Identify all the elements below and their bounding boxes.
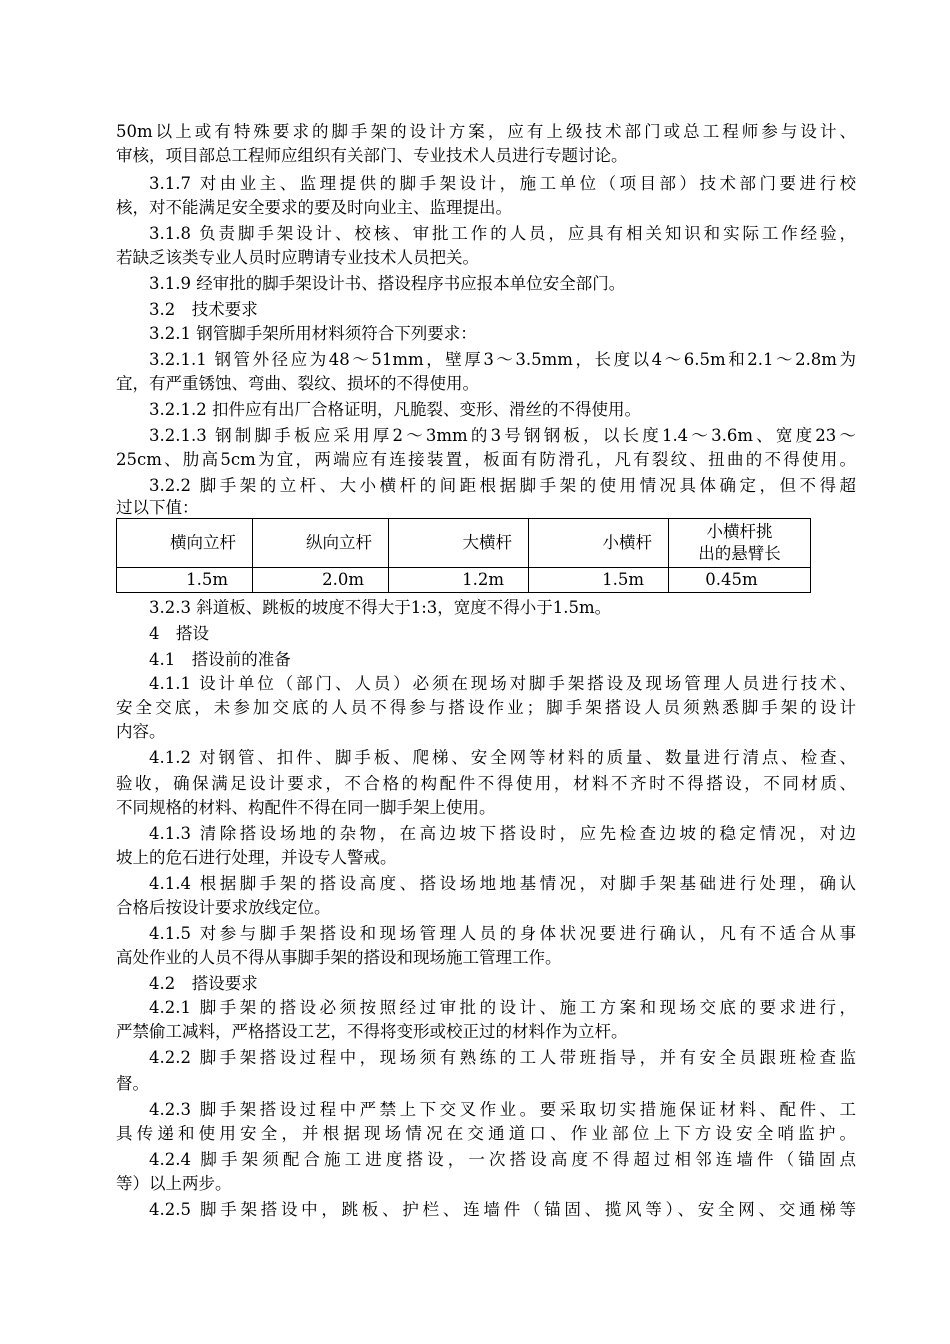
text-line: 4.2.4 脚手架须配合施工进度搭设，一次搭设高度不得超过相邻连墙件（锚固点 [149, 1150, 856, 1169]
text-line: 4.2.5 脚手架搭设中，跳板、护栏、连墙件（锚固、揽风等）、安全网、交通梯等 [149, 1200, 856, 1219]
header-line: 小横杆挑 [706, 522, 773, 541]
header-line: 出的悬臂长 [698, 544, 781, 563]
text-line: 审核，项目部总工程师应组织有关部门、专业技术人员进行专题讨论。 [116, 146, 628, 165]
section-heading: 4 搭设 [149, 624, 209, 643]
text-line: 内容。 [116, 722, 166, 741]
text-line: 4.1.3 清除搭设场地的杂物，在高边坡下搭设时，应先检查边坡的稳定情况，对边 [149, 824, 856, 843]
text-line: 50m以上或有特殊要求的脚手架的设计方案，应有上级技术部门或总工程师参与设计、 [116, 122, 856, 141]
table-row [117, 568, 811, 593]
text-line: 等）以上两步。 [116, 1174, 232, 1193]
table-header-cell: 纵向立杆 [253, 519, 389, 568]
text-line: 3.2.1.2 扣件应有出厂合格证明，凡脆裂、变形、滑丝的不得使用。 [149, 400, 641, 419]
text-line: 督。 [116, 1074, 149, 1093]
table-cell: 1.5m [117, 568, 253, 593]
text-line: 4.1.1 设计单位（部门、人员）必须在现场对脚手架搭设及现场管理人员进行技术、 [149, 674, 856, 693]
spacing-limits-table [116, 518, 811, 593]
text-line: 4.1.4 根据脚手架的搭设高度、搭设场地地基情况，对脚手架基础进行处理，确认 [149, 874, 856, 893]
text-line: 安全交底，未参加交底的人员不得参与搭设作业；脚手架搭设人员须熟悉脚手架的设计 [116, 698, 856, 717]
text-line: 3.2.1 钢管脚手架所用材料须符合下列要求： [149, 324, 477, 343]
text-line: 3.1.7 对由业主、监理提供的脚手架设计，施工单位（项目部）技术部门要进行校 [149, 174, 856, 193]
table-cell: 1.5m [529, 568, 669, 593]
section-heading: 3.2 技术要求 [149, 300, 258, 319]
text-line: 验收，确保满足设计要求，不合格的构配件不得使用，材料不齐时不得搭设，不同材质、 [116, 774, 856, 793]
table-header-row [117, 519, 811, 568]
text-line: 3.2.2 脚手架的立杆、大小横杆的间距根据脚手架的使用情况具体确定，但不得超 [149, 476, 856, 495]
text-line: 4.2.1 脚手架的搭设必须按照经过审批的设计、施工方案和现场交底的要求进行， [149, 998, 856, 1017]
table-cell: 0.45m [669, 568, 811, 593]
text-line: 4.2.2 脚手架搭设过程中，现场须有熟练的工人带班指导，并有安全员跟班检查监 [149, 1048, 856, 1067]
text-line: 严禁偷工减料，严格搭设工艺，不得将变形或校正过的材料作为立杆。 [116, 1022, 628, 1041]
text-line: 4.2.3 脚手架搭设过程中严禁上下交叉作业。要采取切实措施保证材料、配件、工 [149, 1100, 856, 1119]
text-line: 具传递和使用安全，并根据现场情况在交通道口、作业部位上下方设安全哨监护。 [116, 1124, 856, 1143]
table-header-cell [669, 519, 811, 568]
text-line: 合格后按设计要求放线定位。 [116, 898, 331, 917]
text-line: 4.1.5 对参与脚手架搭设和现场管理人员的身体状况要进行确认，凡有不适合从事 [149, 924, 856, 943]
table-header-cell: 横向立杆 [117, 519, 253, 568]
text-line: 25cm、肋高5cm为宜，两端应有连接装置，板面有防滑孔，凡有裂纹、扭曲的不得使用。 [116, 450, 856, 469]
table-cell: 1.2m [389, 568, 529, 593]
table-cell: 2.0m [253, 568, 389, 593]
text-line: 3.2.3 斜道板、跳板的坡度不得大于1:3，宽度不得小于1.5m。 [149, 598, 612, 617]
table-header-cell: 大横杆 [389, 519, 529, 568]
section-heading: 4.2 搭设要求 [149, 974, 258, 993]
text-line: 不同规格的材料、构配件不得在同一脚手架上使用。 [116, 798, 496, 817]
text-line: 核，对不能满足安全要求的要及时向业主、监理提出。 [116, 198, 512, 217]
text-line: 3.1.9 经审批的脚手架设计书、搭设程序书应报本单位安全部门。 [149, 274, 626, 293]
text-line: 过以下值： [116, 498, 199, 517]
text-line: 坡上的危石进行处理，并设专人警戒。 [116, 848, 397, 867]
text-line: 若缺乏该类专业人员时应聘请专业技术人员把关。 [116, 248, 479, 267]
text-line: 宜，有严重锈蚀、弯曲、裂纹、损坏的不得使用。 [116, 374, 479, 393]
text-line: 4.1.2 对钢管、扣件、脚手板、爬梯、安全网等材料的质量、数量进行清点、检查、 [149, 748, 856, 767]
table-header-cell: 小横杆 [529, 519, 669, 568]
text-line: 3.2.1.3 钢制脚手板应采用厚2～3mm的3号钢钢板，以长度1.4～3.6m、宽度23～ [149, 426, 856, 445]
text-line: 3.1.8 负责脚手架设计、校核、审批工作的人员，应具有相关知识和实际工作经验， [149, 224, 856, 243]
text-line: 3.2.1.1 钢管外径应为48～51mm，壁厚3～3.5mm，长度以4～6.5m和2.1～2.8m为 [149, 350, 856, 369]
section-heading: 4.1 搭设前的准备 [149, 650, 291, 669]
text-line: 高处作业的人员不得从事脚手架的搭设和现场施工管理工作。 [116, 948, 562, 967]
